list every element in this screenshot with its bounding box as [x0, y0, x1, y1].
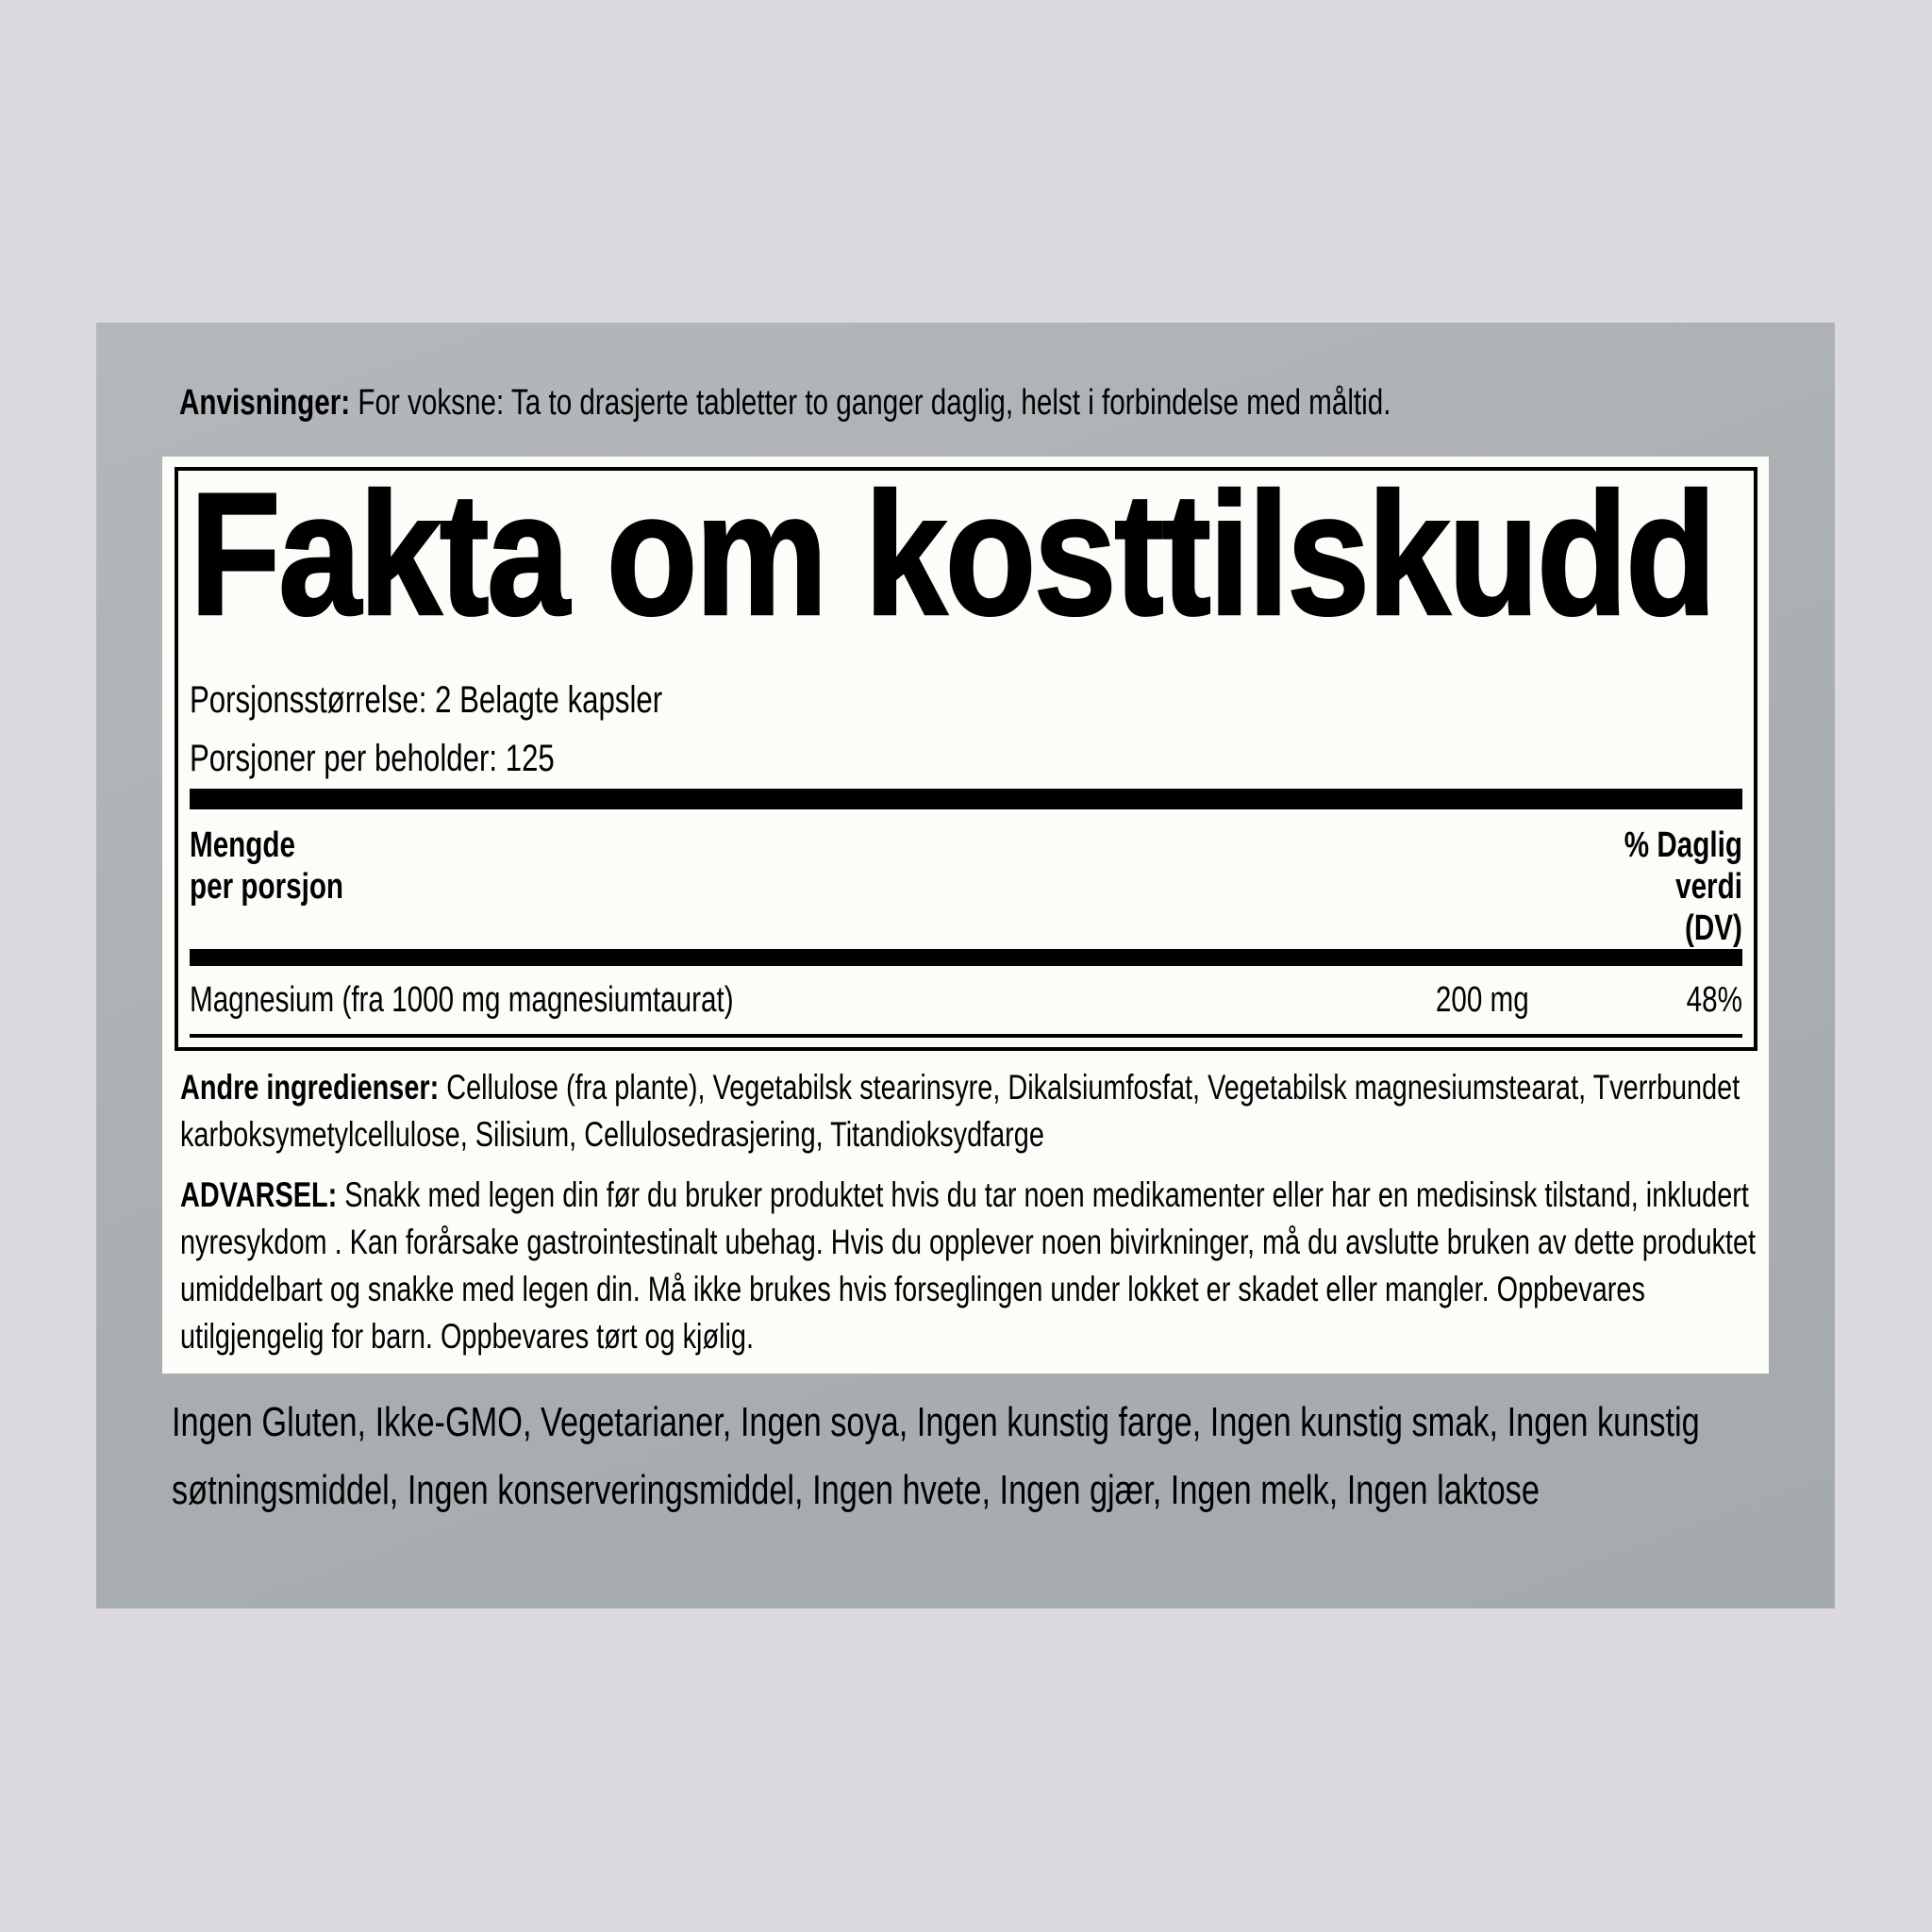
- directions-line: [179, 381, 1783, 425]
- other-ingredients-label: Andre ingredienser:: [180, 1067, 440, 1107]
- warning: [180, 1172, 1763, 1360]
- nutrient-name: Magnesium (fra 1000 mg magnesiumtaurat): [190, 979, 734, 1020]
- daily-value-header-line3: (DV): [1685, 908, 1742, 948]
- daily-value-header: [1624, 824, 1742, 949]
- daily-value-header-line2: verdi: [1675, 866, 1742, 907]
- nutrient-daily-value: 48%: [1686, 979, 1742, 1020]
- warning-label: ADVARSEL:: [180, 1174, 338, 1214]
- divider-thick-bar-top: [190, 789, 1742, 809]
- daily-value-header-line1: % Daglig: [1624, 824, 1742, 865]
- supplement-facts-card: [162, 457, 1769, 1374]
- label-panel: [96, 323, 1835, 1608]
- directions-text: For voksne: Ta to drasjerte tabletter to ganger daglig, helst i forbindelse med måltid.: [358, 383, 1391, 423]
- claims-section: [172, 1389, 1719, 1524]
- nutrient-amount: 200 mg: [1435, 979, 1529, 1020]
- other-ingredients: [180, 1064, 1763, 1158]
- amount-header-line2: per porsjon: [190, 866, 344, 907]
- servings-per-container: Porsjoner per beholder: 125: [190, 737, 555, 779]
- divider-thick-bar-mid: [190, 949, 1742, 966]
- directions-label: Anvisninger:: [179, 383, 351, 423]
- facts-title: Fakta om kosttilskudd: [190, 458, 1715, 652]
- other-ingredients-text: Cellulose (fra plante), Vegetabilsk stearinsyre, Dikalsiumfosfat, Vegetabilsk magnesiumstearat, Tverrbundet karboksymetylcellulose, Silisium, Cellulosedrasjering, Titandioksydfarge: [180, 1067, 1740, 1154]
- amount-header-line1: Mengde: [190, 824, 295, 865]
- amount-header: [190, 824, 343, 949]
- nutrient-row: [190, 979, 1742, 1021]
- claims-text: Ingen Gluten, Ikke-GMO, Vegetarianer, Ingen soya, Ingen kunstig farge, Ingen kunstig smak, Ingen kunstig søtningsmiddel, Ingen konserveringsmiddel, Ingen hvete, Ingen gjær, Ingen melk, Ingen laktose: [172, 1398, 1700, 1513]
- column-headers: [190, 824, 1742, 949]
- supplement-facts-box: [175, 458, 1757, 1051]
- warning-text: Snakk med legen din før du bruker produktet hvis du tar noen medikamenter eller har en medisinsk tilstand, inkludert nyresykdom . Kan forårsake gastrointestinalt ubehag. Hvis du opplever noen bivirkninger, må du avslutte bruken av dette produktet umiddelbart og snakke med legen din. Må ikke brukes hvis forseglingen under lokket er skadet eller mangler. Oppbevares utilgjengelig for barn. Oppbevares tørt og kjølig.: [180, 1174, 1757, 1356]
- directions-text-wrap: [179, 381, 1783, 425]
- divider-thin-line: [190, 1034, 1742, 1038]
- serving-size: Porsjonsstørrelse: 2 Belagte kapsler: [190, 678, 663, 721]
